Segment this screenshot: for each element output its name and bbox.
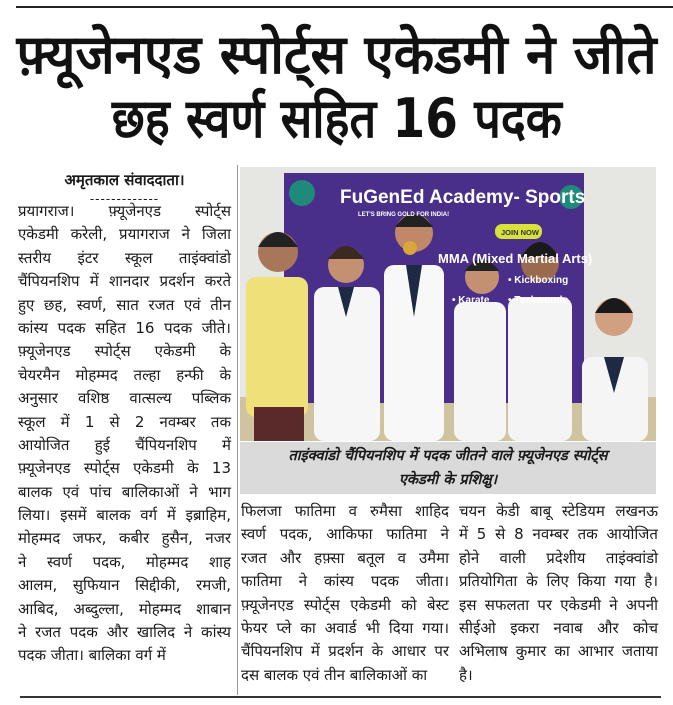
headline-line-1 (0, 24, 673, 86)
article-line-text: आबिद, अब्दुल्ला, मोहम्मद शाबान (18, 599, 231, 618)
headline-text: फ़्यूजेनएड स्पोर्ट्स एकेडमी ने जीते (16, 23, 657, 86)
article-column-3 (459, 500, 658, 687)
article-line (18, 621, 231, 644)
article-line (459, 547, 658, 570)
article-line-text: एकेडमी करेली, प्रयागराज ने जिला (18, 225, 231, 244)
article-line-text: आलम, सुफियान सिद्दीकी, रमजी, (18, 576, 231, 595)
article-line (241, 640, 449, 663)
article-line (18, 434, 231, 457)
article-line (18, 223, 231, 246)
article-line-text: प्रयागराज। फ़्यूजेनएड स्पोर्ट्स (18, 202, 231, 220)
article-line (241, 570, 449, 593)
article-line (241, 664, 449, 687)
article-line (18, 340, 231, 363)
caption-line: ताइंक्वांडो चैंपियनशिप में पदक जीतने वाले फ़्यूजेनएड स्पोर्ट्स (288, 448, 608, 464)
article-line-text: हुए छह, स्वर्ण, सात रजत एवं तीन (18, 295, 231, 314)
article-line-text: चेयरमैन मोहम्मद तल्हा हन्फी के (18, 365, 231, 384)
banner-item: • Kickboxing (508, 275, 569, 286)
article-line (459, 640, 658, 663)
article-column-1 (18, 200, 231, 668)
bottom-rule (20, 696, 661, 698)
article-line (18, 504, 231, 527)
article-line (18, 387, 231, 410)
article-line (241, 500, 449, 523)
banner-tagline: LET'S BRING GOLD FOR INDIA! (358, 212, 450, 218)
article-line-text: चैंपियनशिप में प्रदर्शन के आधार पर (241, 642, 449, 661)
caption-line: एकेडमी के प्रशिक्षु। (398, 472, 498, 488)
article-line (18, 481, 231, 504)
article-line-text: अभिलाष कुमार का आभार जताया (459, 642, 658, 661)
headline-text: छह स्वर्ण सहित 16 पदक (111, 87, 562, 150)
article-line (18, 247, 231, 270)
article-line-text: रजत और हफ़्सा बतूल व उमैमा (241, 548, 449, 567)
article-line (18, 644, 231, 667)
banner-item: • Taekwondo (508, 295, 569, 306)
article-line (18, 598, 231, 621)
article-line-text: स्वर्ण पदक, आकिफा फातिमा ने (241, 525, 449, 544)
article-line-text: में 5 से 8 नवम्बर तक आयोजित (459, 525, 658, 544)
article-line-text: होने वाली प्रदेशीय ताइंक्वांडो (459, 548, 658, 567)
article-line-text: पदक जीता। बालिका वर्ग में (18, 646, 166, 665)
article-line-text: अनुसार वशिष्ठ वात्सल्य पब्लिक (18, 389, 231, 408)
article-line (18, 200, 231, 223)
article-line-text: सीईओ इकरा नवाब और कोच (459, 618, 658, 637)
article-line-text: स्कूल में 1 से 2 नवम्बर तक (18, 412, 231, 431)
article-line (18, 317, 231, 340)
article-line-text: स्तरीय इंटर स्कूल ताइंक्वांडो (18, 248, 231, 267)
article-line (459, 570, 658, 593)
article-line-text: इस सफलता पर एकेडमी ने अपनी (459, 595, 658, 614)
article-line-text: प्रतियोगिता के लिए किया गया है। (459, 572, 658, 591)
top-rule (16, 6, 673, 8)
article-line (241, 594, 449, 617)
article-line-text: फ़्यूजेनएड स्पोर्ट्स एकेडमी को बेस्ट (241, 595, 449, 614)
article-line-text: कांस्य पदक सहित 16 पदक जीते। (18, 318, 231, 337)
article-line (459, 594, 658, 617)
article-column-2 (241, 500, 449, 687)
article-line-text: है। (459, 665, 473, 684)
article-line (18, 551, 231, 574)
article-line-text: फातिमा ने कांस्य पदक जीता। (241, 572, 449, 591)
article-line-text: बालक एवं पांच बालिकाओं ने भाग (18, 482, 231, 501)
photo-illustration (240, 167, 656, 441)
article-line (241, 617, 449, 640)
article-line-text: चयन केडी बाबू स्टेडियम लखनऊ (459, 502, 658, 520)
article-line (241, 547, 449, 570)
banner-logo-icon (289, 180, 315, 206)
article-line (18, 270, 231, 293)
article-line-text: फेयर प्ले का अवार्ड भी दिया गया। (241, 618, 449, 637)
article-line (18, 457, 231, 480)
article-line (18, 574, 231, 597)
byline: अमृतकाल संवाददाता। (64, 171, 185, 189)
article-line-text: फिलजा फातिमा व रुमैसा शाहिद (241, 502, 449, 520)
article-photo (240, 167, 656, 441)
article-line-text: दस बालक एवं तीन बालिकाओं का (241, 665, 428, 684)
article-line (459, 664, 658, 687)
medal-icon (403, 241, 417, 255)
banner-mma: MMA (Mixed Martial Arts) (438, 251, 593, 266)
article-line (459, 500, 658, 523)
article-line (459, 617, 658, 640)
article-line-text: ने रजत पदक और खालिद ने कांस्य (18, 623, 231, 642)
article-line-text: फ़्यूजेनएड स्पोर्ट्स एकेडमी के (18, 342, 231, 361)
column-divider (237, 165, 238, 695)
banner-join-button: JOIN NOW (501, 228, 539, 237)
article-line (459, 523, 658, 546)
byline-separator: ------------- (89, 192, 160, 206)
article-line-text: लिया। इसमें बालक वर्ग में इब्राहिम, (18, 506, 231, 525)
article-line (18, 527, 231, 550)
article-line (18, 364, 231, 387)
headline-line-2 (0, 88, 673, 150)
banner-title: FuGenEd Academy- Sports (340, 187, 586, 208)
article-line-text: फ़्यूजेनएड स्पोर्ट्स एकेडमी के 13 (18, 459, 231, 478)
article-line (241, 523, 449, 546)
article-line-text: आयोजित हुई चैंपियनशिप में (18, 435, 231, 454)
photo-caption (240, 442, 656, 494)
banner-item: • Karate (452, 295, 490, 306)
article-line-text: चैंपियनशिप में शानदार प्रदर्शन करते (18, 272, 231, 291)
article-line-text: मोहम्मद जफर, कबीर हुसैन, नजर (18, 529, 231, 548)
article-line (18, 411, 231, 434)
article-line (18, 294, 231, 317)
article-line-text: ने स्वर्ण पदक, मोहम्मद शाह (18, 552, 231, 571)
